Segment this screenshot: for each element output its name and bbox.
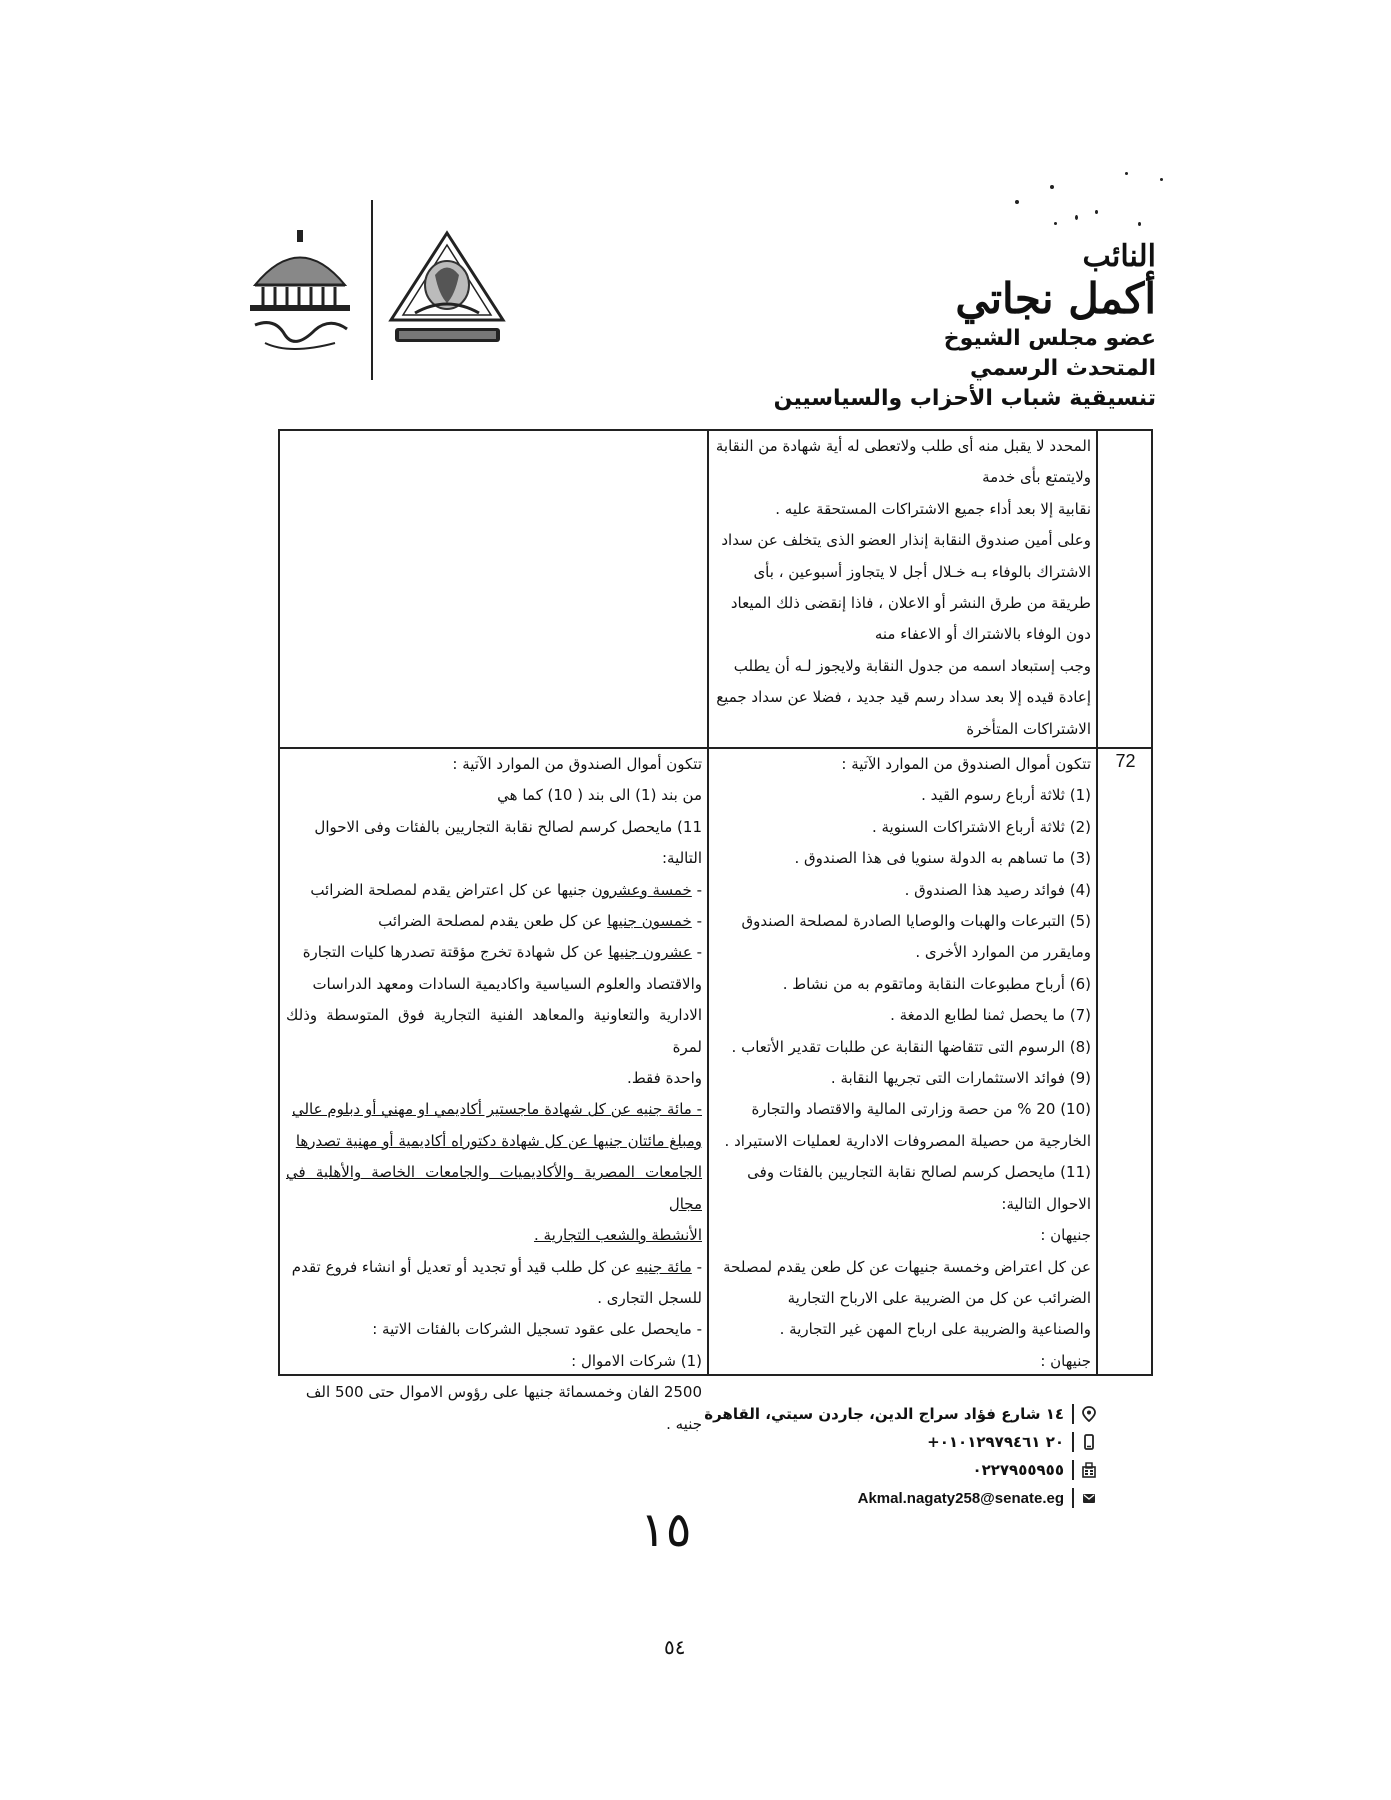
contact-footer <box>596 1400 1096 1512</box>
underlined-amount: خمسة وعشرون <box>591 880 692 899</box>
column-divider <box>707 431 709 1374</box>
location-pin-icon <box>1082 1406 1096 1422</box>
scan-speck <box>1138 222 1141 226</box>
text-line: (5) التبرعات والهبات والوصايا الصادرة لمصلحة الصندوق <box>741 912 1091 931</box>
text-line: تتكون أموال الصندوق من الموارد الآتية : <box>841 755 1091 773</box>
text-line: دون الوفاء بالاشتراك أو الاعفاء منه <box>874 625 1091 644</box>
article-number: 72 <box>1115 751 1136 771</box>
text-fragment: - <box>691 912 702 931</box>
text-line: التالية: <box>661 849 702 868</box>
text-line: (1) ثلاثة أرباع رسوم القيد . <box>921 786 1091 805</box>
text-fragment: - <box>691 943 702 962</box>
original-text-cell-row1 <box>713 431 1091 745</box>
text-line: (1) شركات الاموال : <box>571 1351 702 1370</box>
letterhead-name-block <box>736 240 1156 414</box>
text-line: الخارجية من حصيلة المصروفات الادارية لعمليات الاستيراد . <box>724 1131 1091 1150</box>
text-line <box>286 1252 702 1283</box>
text-line: (8) الرسوم التى تتقاضها النقابة عن طلبات تقدير الأتعاب . <box>731 1037 1091 1056</box>
letterhead-title: النائب <box>1082 239 1156 274</box>
letterhead-role-senate: عضو مجلس الشيوخ <box>943 326 1156 351</box>
footer-separator <box>1072 1488 1074 1508</box>
fax-icon <box>1082 1462 1096 1478</box>
text-line: الاشتراكات المتأخرة <box>966 719 1091 738</box>
fax-number: ٠٢٢٧٩٥٥٩٥٥ <box>972 1461 1064 1479</box>
text-line: (9) فوائد الاستثمارات التى تجريها النقابة . <box>830 1069 1091 1088</box>
mobile-phone-icon <box>1082 1434 1096 1450</box>
text-line: طريقة من طرق النشر أو الاعلان ، فاذا إنقضى ذلك الميعاد <box>730 594 1091 613</box>
text-line: الاشتراك بالوفاء بـه خـلال أجل لا يتجاوز أسبوعين ، بأى <box>753 562 1091 581</box>
text-line: (7) ما يحصل ثمنا لطابع الدمغة . <box>890 1006 1091 1025</box>
text-line: وعلى أمين صندوق النقابة إنذار العضو الذى يتخلف عن سداد <box>721 531 1091 550</box>
senate-logo-icon <box>235 225 365 360</box>
printed-page-number: ٥٤ <box>664 1635 686 1659</box>
address-text: ١٤ شارع فؤاد سراج الدين، جاردن سيتي، القاهرة <box>704 1405 1064 1423</box>
text-line: جنيهان : <box>1040 1351 1091 1370</box>
text-line: الاحوال التالية: <box>1001 1194 1091 1213</box>
text-fragment: عن كل طعن يقدم لمصلحة الضرائب <box>378 912 608 931</box>
letterhead-role-spokesman: المتحدث الرسمي <box>970 356 1156 381</box>
text-line: جنيه . <box>666 1414 702 1433</box>
contact-mobile-row <box>596 1428 1096 1456</box>
letterhead-role-coordination: تنسيقية شباب الأحزاب والسياسيين <box>773 386 1156 411</box>
underlined-amount: عشرون جنيها <box>608 943 692 962</box>
text-line: واحدة فقط. <box>627 1069 702 1088</box>
text-line: نقابية إلا بعد أداء جميع الاشتراكات المستحقة عليه . <box>775 499 1091 518</box>
text-line: (6) أرباح مطبوعات النقابة وماتقوم به من نشاط . <box>782 974 1091 993</box>
underlined-amount: مائة جنيه <box>635 1257 692 1276</box>
text-line: والاقتصاد والعلوم السياسية واكاديمية السادات ومعهد الدراسات <box>312 974 702 993</box>
mobile-number: +٢٠ ٠١٠١٢٩٧٩٤٦١ <box>927 1433 1064 1451</box>
contact-address-row <box>596 1400 1096 1428</box>
text-line <box>286 875 702 906</box>
text-line: (2) ثلاثة أرباع الاشتراكات السنوية . <box>871 817 1091 836</box>
scan-speck <box>1160 178 1163 181</box>
article-number <box>1098 431 1153 747</box>
scan-speck <box>1015 200 1019 204</box>
text-line: 2500 الفان وخمسمائة جنيها على رؤوس الاموال حتى 500 الف <box>305 1383 702 1402</box>
text-line: من بند (1) الى بند ( 10) كما هي <box>497 786 702 805</box>
scan-speck <box>1054 222 1057 225</box>
text-line: إعادة قيده إلا بعد سداد رسم قيد جديد ، فضلا عن سداد جميع <box>716 688 1091 707</box>
contact-fax-row <box>596 1456 1096 1484</box>
text-line: ومبلغ مائتان جنيها عن كل شهادة دكتوراه أكاديمية أو مهنية تصدرها <box>295 1131 702 1150</box>
text-line: جنيهان : <box>1040 1226 1091 1245</box>
text-line: عن كل اعتراض وخمسة جنيهات عن كل طعن يقدم لمصلحة <box>723 1257 1091 1276</box>
letterhead-divider <box>371 200 373 380</box>
coordination-logo-icon <box>385 225 510 355</box>
email-envelope-icon <box>1082 1490 1096 1506</box>
text-line: للسجل التجارى . <box>597 1288 702 1307</box>
text-line: الضرائب عن كل من الضريبة على الارباح التجارية <box>787 1288 1091 1307</box>
text-line: المحدد لا يقبل منه أى طلب ولاتعطى له أية شهادة من النقابة <box>715 437 1091 455</box>
text-line: (4) فوائد رصيد هذا الصندوق . <box>904 880 1091 899</box>
footer-separator <box>1072 1432 1074 1452</box>
text-line: (10) 20 % من حصة وزارتى المالية والاقتصاد والتجارة <box>751 1100 1091 1119</box>
text-line: - مائة جنيه عن كل شهادة ماجستير أكاديمي او مهني أو دبلوم عالي <box>291 1100 702 1119</box>
text-line: (3) ما تساهم به الدولة سنويا فى هذا الصندوق . <box>794 849 1091 868</box>
text-line: - مايحصل على عقود تسجيل الشركات بالفئات الاتية : <box>372 1320 702 1339</box>
text-line: (11) مايحصل كرسم لصالح نقابة التجاريين بالفئات وفى <box>747 1163 1091 1182</box>
letterhead-name: أكمل نجاتي <box>955 274 1156 323</box>
text-fragment: - <box>691 1257 702 1276</box>
original-text-cell-row2 <box>713 749 1091 1377</box>
underlined-amount: خمسون جنيها <box>607 912 692 931</box>
footer-separator <box>1072 1404 1074 1424</box>
text-line: تتكون أموال الصندوق من الموارد الآتية : <box>452 755 702 773</box>
handwritten-page-number: ١٥ <box>640 1502 692 1558</box>
text-line: وجب إستبعاد اسمه من جدول النقابة ولايجوز لـه أن يطلب <box>733 656 1091 675</box>
text-fragment: عن كل طلب قيد أو تجديد أو تعديل أو انشاء فروع تقدم <box>291 1257 636 1276</box>
email-address: Akmal.nagaty258@senate.eg <box>857 1489 1064 1507</box>
text-fragment: - <box>691 880 702 899</box>
amended-text-cell-row2 <box>286 749 702 1440</box>
text-line <box>286 906 702 937</box>
text-line: الجامعات المصرية والأكاديميات والجامعات الخاصة والأهلية في مجال <box>286 1163 702 1213</box>
text-fragment: جنيها عن كل اعتراض يقدم لمصلحة الضرائب <box>310 880 592 899</box>
text-line: الأنشطة والشعب التجارية . <box>533 1226 702 1245</box>
footer-separator <box>1072 1460 1074 1480</box>
text-line: ومايقرر من الموارد الأخرى . <box>915 943 1091 962</box>
text-line: والصناعية والضريبة على ارباح المهن غير التجارية . <box>779 1320 1091 1339</box>
scan-speck <box>1125 172 1128 175</box>
scan-speck <box>1075 215 1078 220</box>
text-fragment: عن كل شهادة تخرج مؤقتة تصدرها كليات التجارة <box>302 943 609 962</box>
text-line: 11) مايحصل كرسم لصالح نقابة التجاريين بالفئات وفى الاحوال <box>314 817 702 836</box>
scan-speck <box>1050 185 1054 189</box>
text-line <box>286 937 702 968</box>
text-line: ولايتمتع بأى خدمة <box>982 468 1091 487</box>
text-line: الادارية والتعاونية والمعاهد الفنية التجارية فوق المتوسطة وذلك لمرة <box>286 1006 702 1056</box>
scan-speck <box>1095 210 1098 214</box>
